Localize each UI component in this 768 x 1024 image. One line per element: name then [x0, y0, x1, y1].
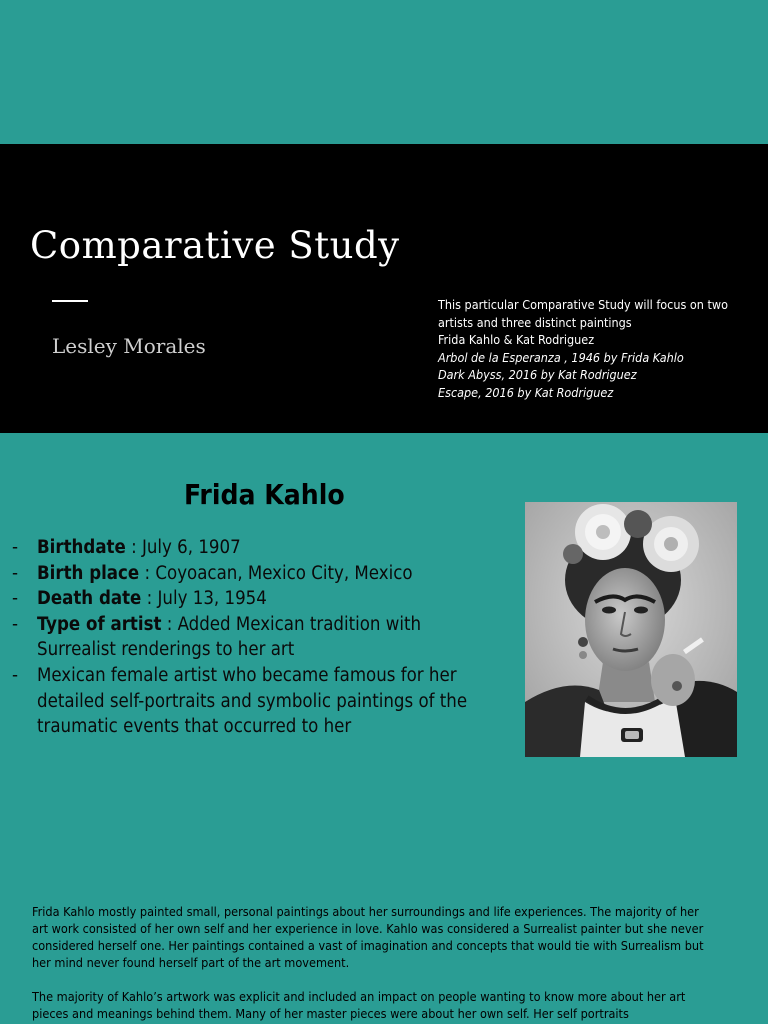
- portrait-illustration: [525, 502, 737, 757]
- bullet-dash: -: [12, 613, 19, 635]
- list-item: [12, 663, 502, 740]
- title-divider: [52, 300, 88, 302]
- fact-value: Mexican female artist who became famous for her detailed self-portraits and symbolic paintings of the traumatic events that occurred to her: [37, 664, 468, 738]
- fact-value: : Coyoacan, Mexico City, Mexico: [139, 562, 413, 584]
- author-name: Lesley Morales: [52, 334, 206, 358]
- body-paragraph: Frida Kahlo mostly painted small, personal paintings about her surroundings and life experiences. The majority of her art work consisted of her own self and her experience in love. Kahlo was considered a Surrealist painter but she never considered herself one. Her paintings contained a vast of imagination and concepts that would tie with Surrealism but her mind never found herself part of the art movement.: [32, 904, 704, 970]
- fact-label: Birthdate: [37, 537, 126, 558]
- fact-label: Type of artist: [37, 613, 162, 635]
- fact-label: Birth place: [37, 562, 140, 584]
- intro-text: [438, 296, 758, 401]
- bullet-dash: -: [12, 562, 19, 584]
- painting-item: Dark Abyss, 2016 by Kat Rodriguez: [438, 367, 637, 382]
- list-item: [12, 561, 502, 587]
- bullet-dash: -: [12, 664, 19, 686]
- painting-item: Arbol de la Esperanza , 1946 by Frida Kahlo: [438, 349, 684, 365]
- painting-item: Escape, 2016 by Kat Rodriguez: [438, 384, 614, 400]
- fact-value: : Added Mexican tradition with Surrealist renderings to her art: [37, 613, 422, 661]
- intro-line: This particular Comparative Study will focus on two: [438, 297, 728, 312]
- list-item: [12, 535, 502, 561]
- artist-portrait-photo: [525, 502, 737, 757]
- artist-facts-list: [12, 535, 502, 740]
- page-title: Comparative Study: [30, 224, 400, 267]
- intro-line: artists and three distinct paintings: [438, 314, 632, 330]
- artist-heading: Frida Kahlo: [184, 478, 345, 511]
- list-item: [12, 612, 502, 663]
- fact-value: : July 6, 1907: [125, 537, 241, 558]
- bullet-dash: -: [12, 537, 19, 558]
- body-text: [32, 903, 712, 1024]
- list-item: [12, 586, 502, 612]
- intro-line: Frida Kahlo & Kat Rodriguez: [438, 332, 595, 347]
- body-paragraph: The majority of Kahlo’s artwork was explicit and included an impact on people wanting to know more about her art pieces and meanings behind them. Many of her master pieces were about her own self. Her self portraits: [32, 989, 686, 1021]
- fact-label: Death date: [37, 588, 142, 610]
- bullet-dash: -: [12, 588, 19, 610]
- fact-value: : July 13, 1954: [141, 588, 267, 610]
